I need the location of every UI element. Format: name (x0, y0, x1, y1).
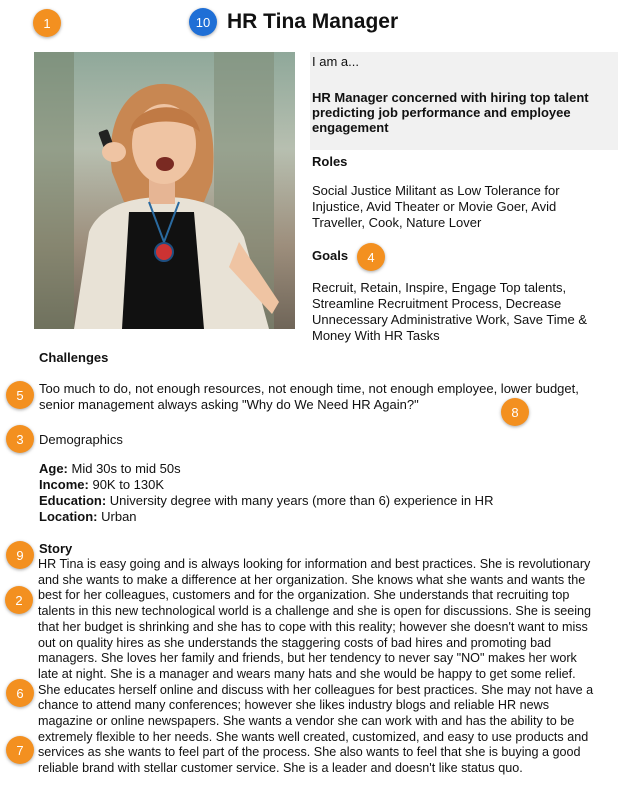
persona-illustration (34, 52, 295, 329)
income-label: Income: (39, 477, 89, 492)
demographics-education (39, 493, 619, 509)
location-label: Location: (39, 509, 98, 524)
roles-heading: Roles (312, 154, 348, 169)
badge-4: 4 (357, 243, 385, 271)
roles-text: Social Justice Militant as Low Tolerance for Injustice, Avid Theater or Movie Goer, Avid Traveller, Cook, Nature Lover (312, 183, 560, 230)
badge-1: 1 (33, 9, 61, 37)
badge-3: 3 (6, 425, 34, 453)
badge-5: 5 (6, 381, 34, 409)
badge-8: 8 (501, 398, 529, 426)
page-title: HR Tina Manager (227, 10, 399, 33)
age-label: Age: (39, 461, 68, 476)
challenges-text: Too much to do, not enough resources, not enough time, not enough employee, lower budget, senior management always asking "Why do We Need HR Again?" (39, 381, 579, 412)
goals-heading: Goals (312, 248, 349, 263)
iam-text: HR Manager concerned with hiring top talent predicting job performance and employee engagement (312, 90, 589, 135)
story-text: HR Tina is easy going and is always looking for information and best practices. She is revolutionary and she wants to make a difference at her organization. She knows what she wants and wants the best for her colleagues, customers and for the organization. She understands that recruiting top talents in this new technological world is a challenge and she is open for discussions. She is seeing that her budget is shrinking and she has to cope with this reality; however she doesn't want to miss out on quality hires as she understands the staggering costs of bad hires and promoting bad managers. She loves her family and friends, but her tendency to never say "NO" makes her work late at night. She is a manager and wears many hats and she would be happy to get some relief. She educates herself online and discuss with her colleagues for best practices. She may not have a chance to attend many conferences; however she likes industry blogs and reliable HR news magazine or online newspapers. She wants a vendor she can work with and has the ability to be extremely flexible to her needs. She wants well created, customized, and easy to use products and services as she wants to feel part of the process. She also wants to feel that she is buying a good reliable brand with stellar customer service. She is a leader and doesn't like status quo. (38, 557, 594, 776)
badge-9: 9 (6, 541, 34, 569)
education-value: University degree with many years (more than 6) experience in HR (109, 493, 494, 508)
challenges-heading: Challenges (39, 350, 109, 365)
demographics-heading: Demographics (39, 432, 123, 447)
age-value: Mid 30s to mid 50s (71, 461, 181, 476)
education-label: Education: (39, 493, 107, 508)
goals-text: Recruit, Retain, Inspire, Engage Top talents, Streamline Recruitment Process, Decrease Unnecessary Administrative Work, Save Time & Money With HR Tasks (312, 280, 588, 343)
income-value: 90K to 130K (92, 477, 165, 492)
demographics-age (39, 461, 619, 477)
badge-6: 6 (6, 679, 34, 707)
iam-label: I am a... (312, 54, 359, 69)
story-heading: Story (39, 541, 73, 556)
badge-2: 2 (5, 586, 33, 614)
persona-photo (34, 52, 295, 329)
demographics-list (39, 461, 619, 525)
demographics-income (39, 477, 619, 493)
demographics-location (39, 509, 619, 525)
badge-10: 10 (189, 8, 217, 36)
badge-7: 7 (6, 736, 34, 764)
location-value: Urban (101, 509, 137, 524)
